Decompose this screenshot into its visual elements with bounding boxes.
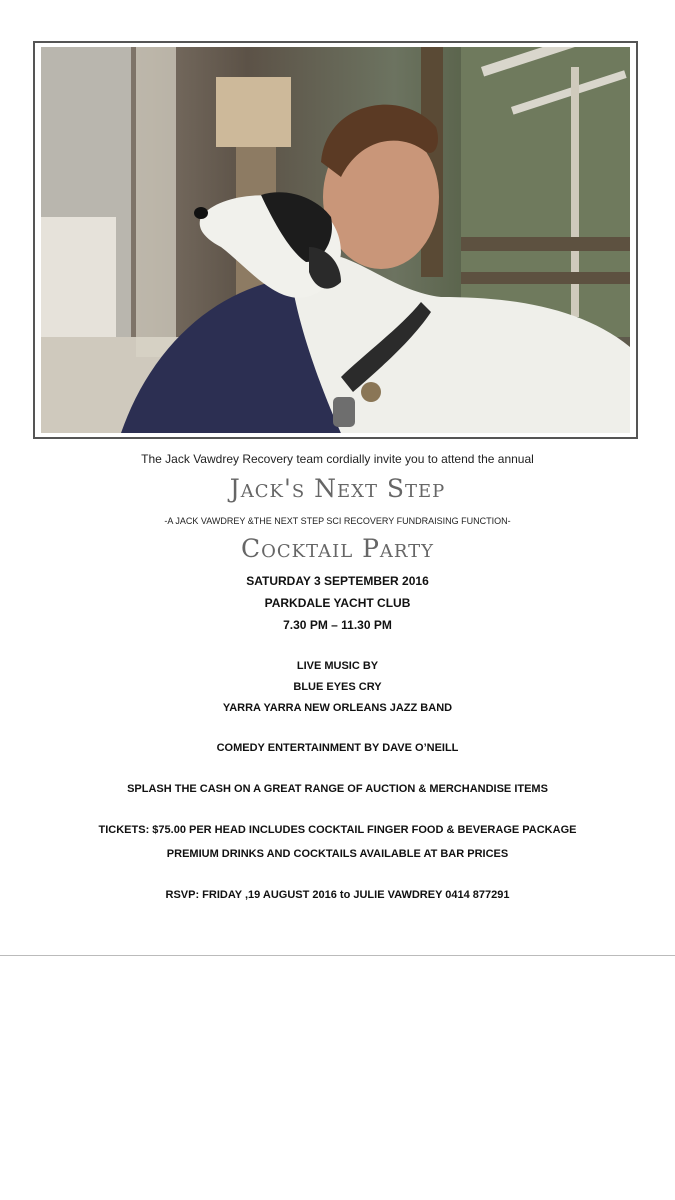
event-time: 7.30 PM – 11.30 PM <box>283 618 392 632</box>
event-name: Jack's Next Step <box>229 474 446 503</box>
photo-young-man-hugging-dog <box>41 47 630 433</box>
tickets-line: TICKETS: $75.00 PER HEAD INCLUDES COCKTAIL FINGER FOOD & BEVERAGE PACKAGE <box>98 824 577 836</box>
event-venue: PARKDALE YACHT CLUB <box>264 596 411 610</box>
drinks-line: PREMIUM DRINKS AND COCKTAILS AVAILABLE AT BAR PRICES <box>166 848 509 860</box>
auction-line: SPLASH THE CASH ON A GREAT RANGE OF AUCTION & MERCHANDISE ITEMS <box>127 783 548 795</box>
music-heading: LIVE MUSIC BY <box>296 660 379 672</box>
event-subtitle: -A JACK VAWDREY &THE NEXT STEP SCI RECOVERY FUNDRAISING FUNCTION- <box>164 516 511 526</box>
event-date: SATURDAY 3 SEPTEMBER 2016 <box>246 574 429 588</box>
band-2: YARRA YARRA NEW ORLEANS JAZZ BAND <box>222 702 453 714</box>
band-1: BLUE EYES CRY <box>293 681 382 693</box>
comedy-line: COMEDY ENTERTAINMENT BY DAVE O’NEILL <box>216 742 459 754</box>
photo-frame <box>33 41 638 439</box>
event-type: Cocktail Party <box>240 534 435 563</box>
photo-illustration <box>41 47 630 433</box>
page-divider <box>0 955 675 956</box>
invitation-intro: The Jack Vawdrey Recovery team cordially invite you to attend the annual <box>141 452 534 466</box>
rsvp-line: RSVP: FRIDAY ,19 AUGUST 2016 to JULIE VAWDREY 0414 877291 <box>165 889 510 901</box>
